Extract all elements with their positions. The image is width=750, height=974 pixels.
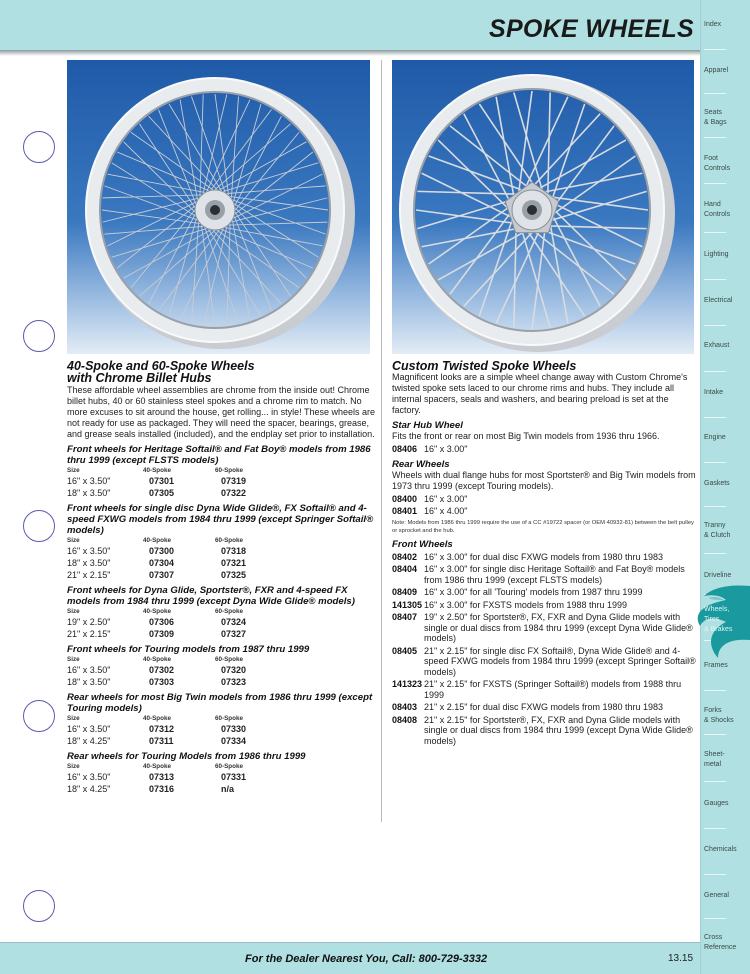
part-number: 07325 (221, 570, 247, 580)
part-number: 07323 (221, 677, 247, 687)
sidebar-tab-frames[interactable]: Frames (704, 662, 728, 669)
right-column (392, 360, 697, 746)
part-number-table (67, 715, 377, 747)
group-heading: Rear wheels for most Big Twin models from 1986 thru 1999 (except Touring models) (67, 692, 373, 714)
part-number: 07302 (149, 665, 175, 675)
subsection-text: Fits the front or rear on most Big Twin models from 1936 thru 1966. (392, 431, 660, 441)
part-description: 19" x 2.50" for Sportster®, FX, FXR and Dyna Glide models with single or dual discs from 1984 thru 1999 (except Dyna Wide Glide® models) (424, 612, 693, 643)
part-description: 21" x 2.15" for FXSTS (Springer Softail®) models from 1988 thru 1999 (424, 679, 682, 700)
column-header: 60-Spoke (215, 537, 243, 544)
part-number: 08406 (392, 444, 418, 454)
subsection-heading: Front Wheels (392, 538, 453, 550)
column-header: 60-Spoke (215, 656, 243, 663)
part-list-item (392, 506, 697, 517)
tab-separator (704, 417, 726, 418)
photo-twisted-spoke-wheel (392, 60, 694, 354)
left-column (67, 360, 377, 795)
column-header: Size (67, 537, 80, 544)
part-list-item (392, 552, 697, 563)
part-number: 07312 (149, 724, 175, 734)
binder-hole (23, 510, 55, 542)
column-header: 40-Spoke (143, 608, 171, 615)
part-number: 141305 (392, 599, 423, 610)
sidebar-tab-chemicals[interactable]: Chemicals (704, 846, 737, 853)
part-description: 21" x 2.15" for Sportster®, FX, FXR and Dyna Glide models with single or dual discs from 1984 thru 1999 (except Dyna Wide Glide® models) (424, 714, 693, 746)
column-header: 60-Spoke (215, 715, 243, 722)
sidebar-tab-general[interactable]: General (704, 892, 729, 899)
wheel-size: 16" x 3.50" (67, 724, 111, 734)
column-header: Size (67, 608, 80, 615)
column-header: Size (67, 715, 80, 722)
binder-hole (23, 320, 55, 352)
photo-40-60-spoke-wheel (67, 60, 370, 354)
page-title: SPOKE WHEELS (488, 15, 694, 43)
part-number: 07301 (149, 476, 175, 486)
sidebar-tab-apparel[interactable]: Apparel (704, 67, 729, 74)
tab-separator (704, 462, 726, 463)
sidebar-tab-lighting[interactable]: Lighting (704, 251, 729, 258)
wheel-size: 18" x 3.50" (67, 488, 111, 498)
part-description: 21" x 2.15" for dual disc FXWG models from 1980 thru 1983 (424, 702, 664, 712)
part-list-item (392, 715, 697, 747)
column-divider (381, 60, 382, 822)
sidebar-tab-electrical[interactable]: Electrical (704, 297, 733, 304)
tab-separator (704, 734, 726, 735)
group-heading: Front wheels for Heritage Softail® and Fat Boy® models from 1986 thru 1999 (except FLSTS models) (67, 444, 371, 466)
part-number: 08408 (392, 714, 418, 725)
part-number: 07306 (149, 617, 175, 627)
column-header: 60-Spoke (215, 763, 243, 770)
column-header: 40-Spoke (143, 715, 171, 722)
part-number: 07318 (221, 546, 247, 556)
part-number: 07313 (149, 772, 175, 782)
wheel-size: 16" x 3.50" (67, 665, 111, 675)
column-header: 40-Spoke (143, 537, 171, 544)
tab-separator (704, 93, 726, 94)
part-number-table (67, 467, 377, 499)
part-number: 07311 (149, 736, 174, 746)
part-description: 16" x 3.00" (424, 444, 468, 454)
part-number: 07320 (221, 665, 247, 675)
tab-separator (704, 506, 726, 507)
dealer-phone-text: For the Dealer Nearest You, Call: 800-729-3332 (245, 953, 488, 965)
part-number: n/a (221, 784, 235, 794)
section-title: with Chrome Billet Hubs (67, 371, 212, 385)
part-number: 08405 (392, 645, 418, 656)
sidebar-tab-gaskets[interactable]: Gaskets (704, 480, 730, 487)
section-description: Magnificent looks are a simple wheel change away with Custom Chrome's twisted spoke sets laced to our chrome rims and hubs. They include all internal spacers, seals and washers, and bearing preload is set at the factory. (392, 372, 688, 415)
wheel-size: 18" x 3.50" (67, 677, 111, 687)
part-number: 07330 (221, 724, 247, 734)
group-heading: Rear wheels for Touring Models from 1986 thru 1999 (67, 751, 306, 762)
column-header: Size (67, 656, 80, 663)
part-number: 08400 (392, 493, 418, 504)
part-number: 07324 (221, 617, 247, 627)
column-header: 60-Spoke (215, 608, 243, 615)
sidebar-tab-engine[interactable]: Engine (704, 434, 726, 441)
part-number: 07303 (149, 677, 175, 687)
tab-separator (704, 137, 726, 138)
part-list-item (392, 444, 697, 455)
part-number: 07304 (149, 558, 175, 568)
tab-separator (704, 874, 726, 875)
subsection-text: Wheels with dual flange hubs for most Sportster® and Big Twin models from 1973 thru 1999 (except Touring models). (392, 469, 696, 491)
sidebar-tab-wheels[interactable]: Wheels, Tires & Brakes (704, 606, 733, 633)
tab-separator (704, 279, 726, 280)
part-number: 08407 (392, 612, 418, 622)
subsection-heading: Rear Wheels (392, 458, 450, 470)
wheel-size: 18" x 4.25" (67, 784, 111, 794)
part-description: 16" x 3.00" (424, 493, 468, 504)
part-number: 08402 (392, 551, 418, 562)
tab-separator (704, 232, 726, 233)
tab-separator (704, 325, 726, 326)
part-description: 21" x 2.15" for single disc FX Softail®, Dyna Wide Glide® and 4-speed FXWG models from 1984 thru 1999 (except Springer Softail® models) (424, 645, 696, 677)
section-title: 40-Spoke and 60-Spoke Wheels (67, 359, 255, 373)
part-number: 07300 (149, 546, 175, 556)
binder-hole (23, 890, 55, 922)
column-header: Size (67, 763, 80, 770)
section-tabs-sidebar (700, 0, 750, 974)
wheel-size: 16" x 3.50" (67, 546, 111, 556)
part-number: 08401 (392, 506, 418, 516)
column-header: 60-Spoke (215, 467, 243, 474)
part-number: 07321 (221, 558, 247, 568)
part-number-table (67, 656, 377, 688)
part-description: 16" x 3.00" for FXSTS models from 1988 thru 1999 (424, 599, 627, 610)
part-description: 16" x 3.00" for single disc Heritage Softail® and Fat Boy® models from 1986 thru 1999 (except FLSTS models) (424, 564, 685, 585)
part-number: 08404 (392, 564, 418, 574)
sidebar-tab-exhaust[interactable]: Exhaust (704, 342, 730, 349)
sidebar-tab-foot[interactable]: Foot Controls (704, 155, 731, 172)
note-text: Note: Models from 1986 thru 1999 require the use of a CC #19722 spacer (or OEM 40932-81) between the belt pulley or sprocket and the hub. (392, 519, 694, 534)
column-header: Size (67, 467, 80, 474)
part-number-table (67, 537, 377, 581)
sidebar-tab-seats[interactable]: Seats & Bags (704, 109, 727, 126)
part-list-item (392, 494, 697, 505)
tab-separator (704, 918, 726, 919)
page-number: 13.15 (668, 953, 694, 964)
sidebar-tab-tranny[interactable]: Tranny & Clutch (704, 522, 731, 539)
subsection-heading: Star Hub Wheel (392, 420, 463, 431)
footer-bar (0, 942, 700, 974)
header-shadow (0, 50, 700, 56)
wheel-size: 18" x 4.25" (67, 736, 111, 746)
sidebar-tab-driveline[interactable]: Driveline (704, 572, 732, 579)
column-header: 40-Spoke (143, 467, 171, 474)
column-header: 40-Spoke (143, 656, 171, 663)
sidebar-tab-gauges[interactable]: Gauges (704, 800, 729, 807)
tab-separator (704, 553, 726, 554)
part-number: 07322 (221, 488, 247, 498)
group-heading: Front wheels for Touring models from 1987 thru 1999 (67, 644, 310, 655)
part-number-table (67, 763, 377, 795)
wheel-size: 16" x 3.50" (67, 476, 111, 486)
part-number: 07316 (149, 784, 175, 794)
wheel-size: 16" x 3.50" (67, 772, 111, 782)
wheel-size: 21" x 2.15" (67, 629, 111, 639)
part-number: 07334 (221, 736, 247, 746)
binder-hole (23, 700, 55, 732)
part-number: 07331 (221, 772, 247, 782)
part-description: 16" x 3.00" for all 'Touring' models from 1987 thru 1999 (424, 587, 643, 597)
sidebar-tab-sheet[interactable]: Sheet- metal (704, 751, 725, 768)
tab-separator (704, 781, 726, 782)
section-description: These affordable wheel assemblies are chrome from the inside out! Chrome billet hubs, 40 or 60 stainless steel spokes and a chrome rim to match. No more excuses to sit around the house, get rolling... in style! These wheels are not ready for use as packaged. They will need the spacer, bearings, grease, and grease seals installed (included), and the endplay set prior to installation. (67, 385, 375, 439)
tab-separator (704, 690, 726, 691)
sidebar-tab-forks[interactable]: Forks & Shocks (704, 707, 734, 724)
part-number-table (67, 608, 377, 640)
sidebar-tab-intake[interactable]: Intake (704, 389, 724, 396)
part-number: 07319 (221, 476, 247, 486)
part-number: 08403 (392, 702, 418, 712)
section-title: Custom Twisted Spoke Wheels (392, 359, 577, 373)
sidebar-tab-index[interactable]: Index (704, 21, 722, 28)
group-heading: Front wheels for Dyna Glide, Sportster®, FXR and 4-speed FX models from 1984 thru 1999 (except Dyna Wide Glide® models) (67, 585, 355, 607)
wheel-size: 18" x 3.50" (67, 558, 111, 568)
sidebar-tab-hand[interactable]: Hand Controls (704, 201, 731, 218)
wheel-size: 21" x 2.15" (67, 570, 111, 580)
part-number: 07309 (149, 629, 175, 639)
part-number: 08409 (392, 587, 418, 597)
wheel-image (392, 60, 694, 354)
part-list-item (392, 702, 697, 713)
wheel-image (67, 60, 370, 354)
part-list-item (392, 679, 697, 700)
tab-separator (704, 49, 726, 50)
part-description: 16" x 3.00" for dual disc FXWG models from 1980 thru 1983 (424, 551, 664, 562)
tab-separator (704, 371, 726, 372)
part-number: 07305 (149, 488, 175, 498)
sidebar-tab-cross[interactable]: Cross Reference (704, 934, 737, 951)
tab-separator (704, 183, 726, 184)
tab-separator (704, 828, 726, 829)
column-header: 40-Spoke (143, 763, 171, 770)
binder-hole (23, 131, 55, 163)
part-number: 07307 (149, 570, 175, 580)
wheel-size: 19" x 2.50" (67, 617, 111, 627)
part-description: 16" x 4.00" (424, 506, 468, 516)
part-number: 07327 (221, 629, 247, 639)
group-heading: Front wheels for single disc Dyna Wide Glide®, FX Softail® and 4-speed FXWG models from 1984 thru 1999 (except Springer Softail® models) (67, 503, 374, 536)
part-number: 141323 (392, 679, 423, 689)
